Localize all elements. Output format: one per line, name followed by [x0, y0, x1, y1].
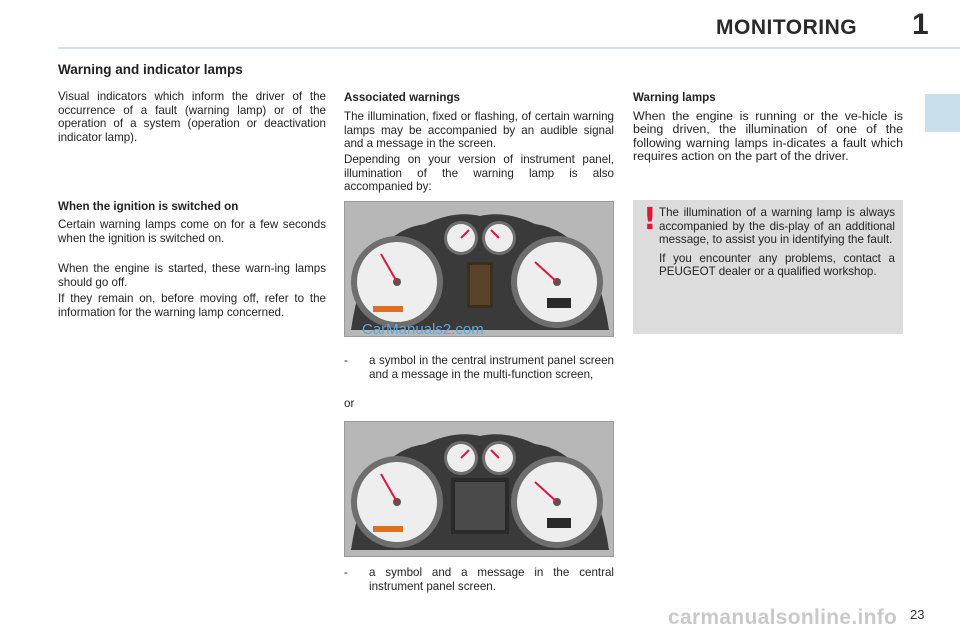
site-watermark: carmanualsonline.info: [668, 606, 898, 629]
bullet-item-2: [344, 566, 614, 596]
page-number: 23: [910, 607, 925, 622]
bullet-dash: -: [344, 566, 348, 579]
ignition-paragraph-2: When the engine is started, these warn-ing lamps should go off.: [58, 262, 326, 289]
instrument-panel-image-2: [344, 421, 614, 557]
chapter-title: MONITORING: [716, 16, 858, 39]
ignition-heading: When the ignition is switched on: [58, 200, 239, 213]
warning-box-text: [659, 206, 895, 279]
warning-box-paragraph-1: The illumination of a warning lamp is always accompanied by the dis-play of an additional message, to assist you in identifying the fault.: [659, 206, 895, 246]
bullet-text: a symbol and a message in the central instrument panel screen.: [369, 566, 614, 593]
warning-info-box: [633, 200, 903, 334]
intro-paragraph: Visual indicators which inform the driver of the occurrence of a fault (warning lamp) or of the operation of a system (operation or deactivation indicator lamp).: [58, 90, 326, 144]
chapter-tab: [925, 94, 960, 132]
bullet-item-1: [344, 354, 614, 396]
warning-lamps-heading: Warning lamps: [633, 91, 716, 104]
associated-paragraph-1: The illumination, fixed or flashing, of certain warning lamps may be accompanied by an audible signal and a message in the screen.: [344, 110, 614, 150]
chapter-number: 1: [912, 8, 929, 41]
section-title: Warning and indicator lamps: [58, 62, 243, 77]
ignition-paragraph-1: Certain warning lamps come on for a few seconds when the ignition is switched on.: [58, 218, 326, 245]
watermark-text: CarManuals2.com: [362, 321, 484, 338]
instrument-panel-image-1: [344, 201, 614, 337]
bullet-text: a symbol in the central instrument panel screen and a message in the multi-function screen,: [369, 354, 614, 381]
header-rule: [58, 47, 960, 49]
warning-lamps-paragraph: When the engine is running or the ve-hicle is being driven, the illumination of one of the following warning lamps in-dicates a fault which requires action on the part of the driver.: [633, 109, 903, 164]
associated-paragraph-2: Depending on your version of instrument panel, illumination of the warning lamp is also accompanied by:: [344, 153, 614, 193]
or-text: or: [344, 397, 355, 410]
warning-box-paragraph-2: If you encounter any problems, contact a PEUGEOT dealer or a qualified workshop.: [659, 251, 895, 278]
bullet-dash: -: [344, 354, 348, 367]
ignition-paragraph-3: If they remain on, before moving off, refer to the information for the warning lamp concerned.: [58, 292, 326, 319]
associated-warnings-heading: Associated warnings: [344, 91, 460, 104]
exclamation-icon: !: [643, 202, 657, 237]
